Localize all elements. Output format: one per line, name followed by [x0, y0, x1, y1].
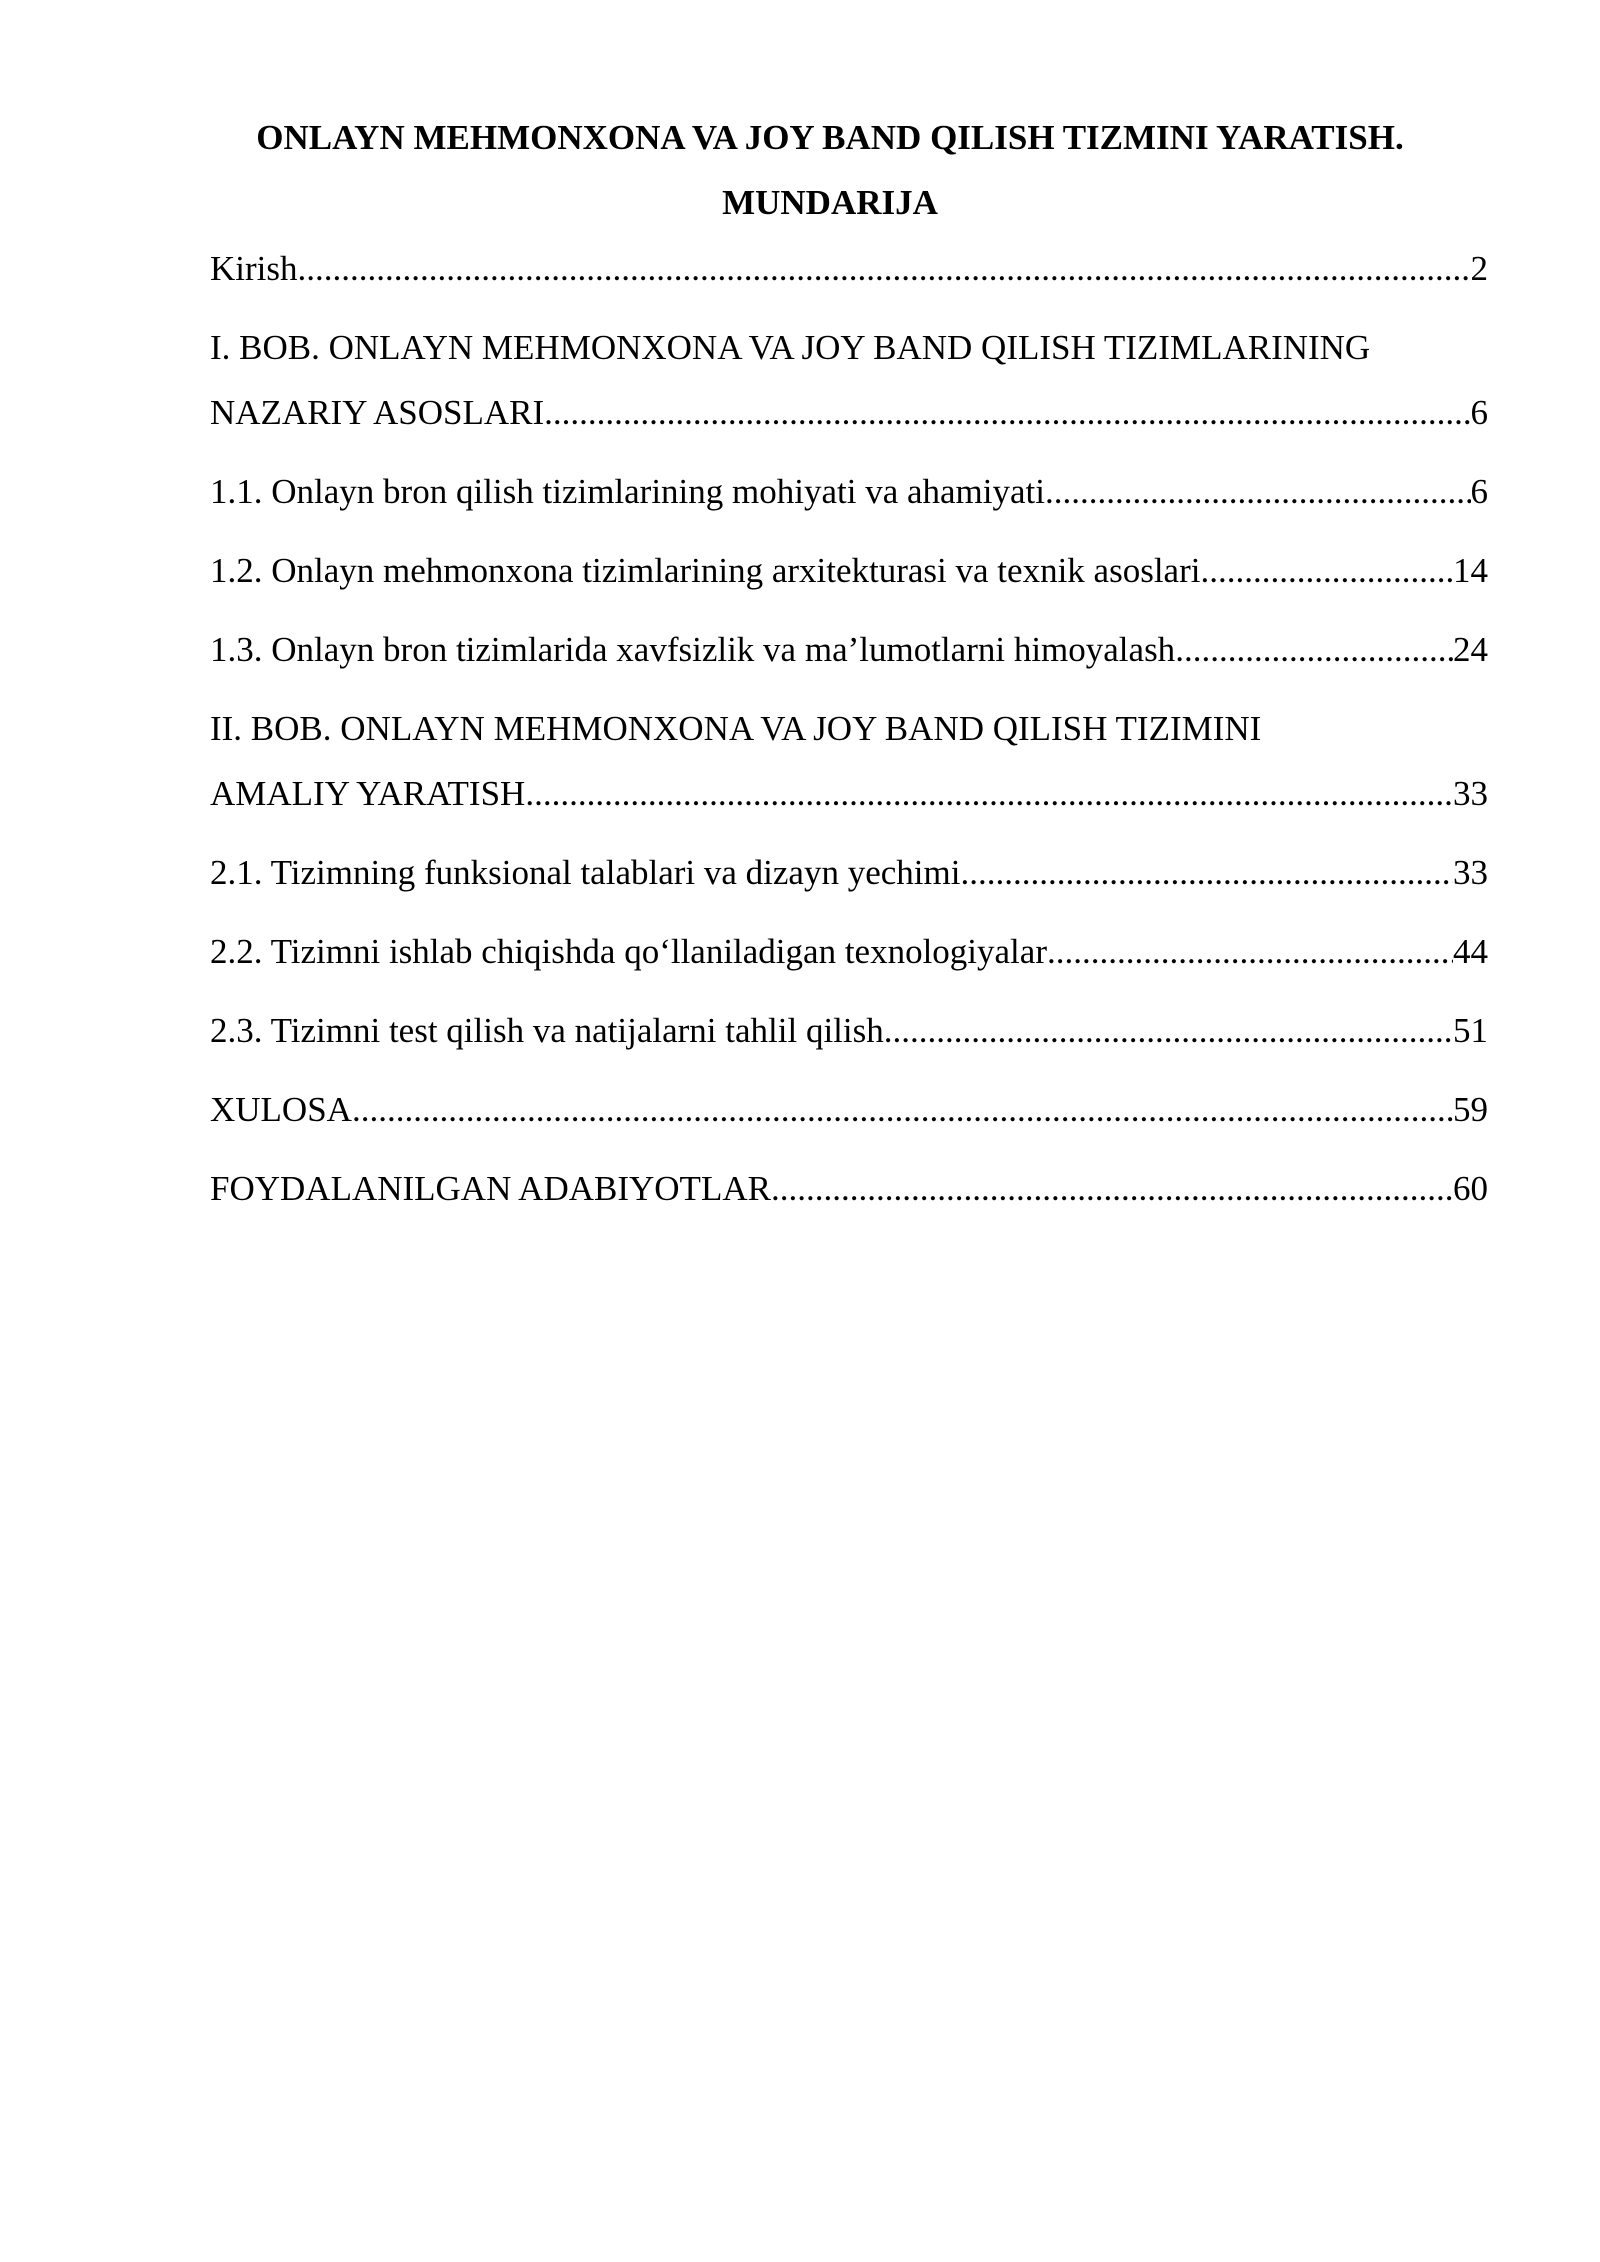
toc-leader-dots: [771, 1169, 1453, 1209]
toc-entry-heading-line: I. BOB. ONLAYN MEHMONXONA VA JOY BAND QILISH TIZIMLARINING: [210, 328, 1371, 367]
toc-entry-1-2[interactable]: [210, 551, 1488, 591]
toc-entry-kirish[interactable]: [210, 249, 1488, 289]
toc-entry-label: NAZARIY ASOSLARI: [210, 393, 545, 432]
toc-page-number: 33: [1453, 853, 1488, 892]
toc-entry-label: AMALIY YARATISH: [210, 774, 526, 813]
toc-entry-1-3[interactable]: [210, 630, 1488, 670]
toc-leader-dots: [1045, 472, 1471, 512]
toc-page-number: 24: [1453, 630, 1488, 669]
toc-leader-dots: [1175, 630, 1453, 670]
toc-page-number: 6: [1470, 472, 1488, 511]
toc-leader-dots: [1200, 551, 1453, 591]
toc-page-number: 51: [1453, 1011, 1488, 1050]
toc-leader-dots: [352, 1090, 1453, 1130]
toc-leader-dots: [298, 249, 1471, 289]
toc-entry-2-2[interactable]: [210, 932, 1488, 972]
toc-entry-1-1[interactable]: [210, 472, 1488, 512]
toc-entry-label: 2.3. Tizimni test qilish va natijalarni tahlil qilish: [210, 1011, 884, 1050]
toc-entry-chapter-2[interactable]: [210, 709, 1488, 814]
toc-entry-label: 1.3. Onlayn bron tizimlarida xavfsizlik va ma’lumotlarni himoyalash: [210, 630, 1176, 669]
toc-leader-dots: [884, 1011, 1453, 1051]
toc-leader-dots: [525, 774, 1453, 814]
toc-page-number: 6: [1470, 393, 1488, 432]
toc-page-number: 59: [1453, 1090, 1488, 1129]
toc-page-number: 60: [1453, 1169, 1488, 1208]
toc-leader-dots: [960, 853, 1453, 893]
toc-entry-label: 2.1. Tizimning funksional talablari va dizayn yechimi: [210, 853, 961, 892]
contents-heading: MUNDARIJA: [722, 183, 938, 222]
toc-entry-adabiyotlar[interactable]: [210, 1169, 1488, 1209]
toc-entry-label: FOYDALANILGAN ADABIYOTLAR: [210, 1169, 771, 1208]
toc-entry-heading-line: II. BOB. ONLAYN MEHMONXONA VA JOY BAND QILISH TIZIMINI: [210, 709, 1262, 748]
toc-entry-2-3[interactable]: [210, 1011, 1488, 1051]
toc-entry-xulosa[interactable]: [210, 1090, 1488, 1130]
document-title: ONLAYN MEHMONXONA VA JOY BAND QILISH TIZMINI YARATISH.: [256, 118, 1404, 157]
toc-entry-label: 1.2. Onlayn mehmonxona tizimlarining arxitekturasi va texnik asoslari: [210, 551, 1201, 590]
toc-entry-label: 1.1. Onlayn bron qilish tizimlarining mohiyati va ahamiyati: [210, 472, 1045, 511]
toc-entry-label: 2.2. Tizimni ishlab chiqishda qo‘llaniladigan texnologiyalar: [210, 932, 1047, 971]
toc-entry-label: Kirish: [210, 249, 298, 288]
toc-entry-2-1[interactable]: [210, 853, 1488, 893]
toc-leader-dots: [1047, 932, 1453, 972]
toc-entry-chapter-1[interactable]: [210, 328, 1488, 433]
toc-leader-dots: [544, 393, 1470, 433]
toc-page-number: 33: [1453, 774, 1488, 813]
toc-entry-label: XULOSA: [210, 1090, 352, 1129]
toc-page-number: 14: [1453, 551, 1488, 590]
toc-page-number: 2: [1470, 249, 1488, 288]
toc-page-number: 44: [1453, 932, 1488, 971]
